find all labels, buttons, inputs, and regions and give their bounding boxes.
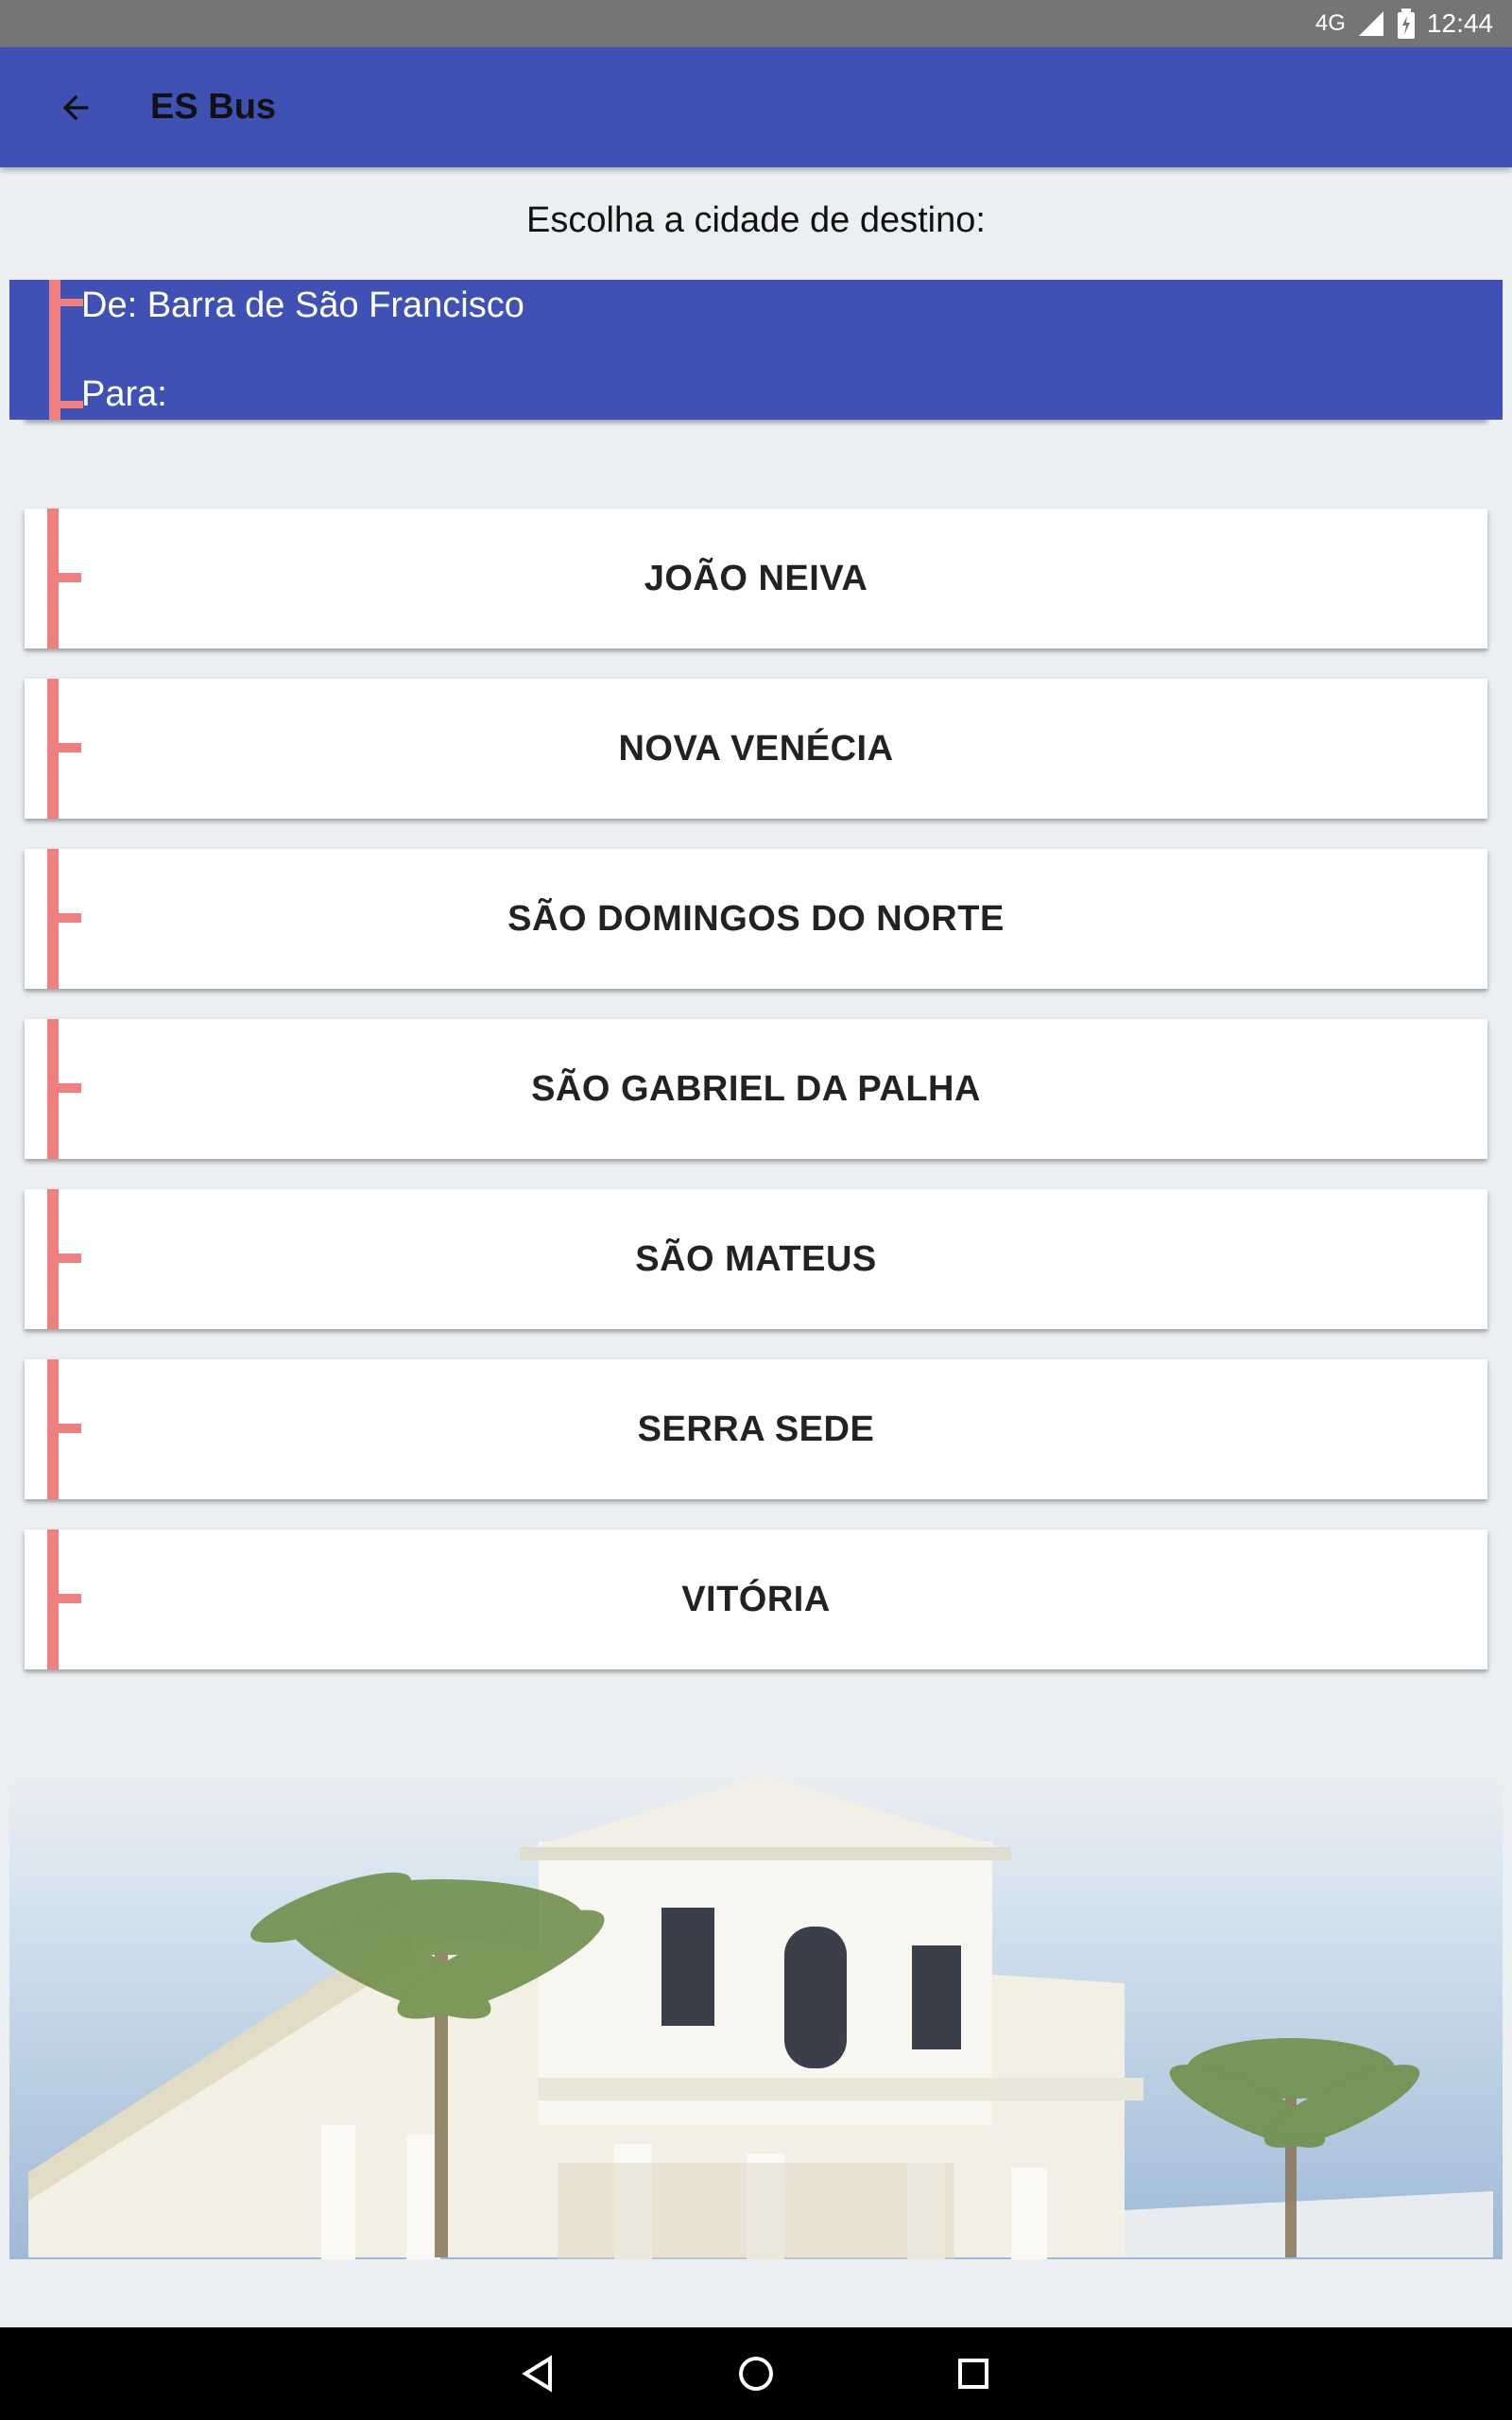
destination-prompt: Escolha a cidade de destino: [526,200,986,240]
signal-icon [1357,9,1385,38]
city-label: SERRA SEDE [637,1409,875,1449]
arrow-back-icon [57,89,94,127]
city-item-serra-sede[interactable] [25,1359,1487,1499]
route-rail [49,280,60,420]
origin-label: De: Barra de São Francisco [81,285,524,325]
app-title: ES Bus [150,87,277,127]
network-type-label: 4G [1314,10,1346,36]
city-label: SÃO GABRIEL DA PALHA [531,1068,981,1109]
clock: 12:44 [1426,9,1493,38]
route-marker [47,1189,59,1329]
nav-home-button[interactable] [723,2341,789,2407]
city-church-photo [9,1766,1503,2259]
square-recents-icon [954,2355,992,2393]
city-item-joao-neiva[interactable] [25,509,1487,648]
system-nav-bar [0,2327,1512,2420]
destination-label: Para: [81,374,167,414]
city-item-sao-mateus[interactable] [25,1189,1487,1329]
route-marker [47,1019,59,1159]
route-summary-banner [9,280,1503,420]
route-marker [47,1359,59,1499]
city-item-sao-domingos-do-norte[interactable] [25,849,1487,989]
city-label: JOÃO NEIVA [644,558,868,598]
route-marker [47,679,59,819]
app-bar [0,47,1512,167]
nav-back-button[interactable] [506,2341,572,2407]
city-label: VITÓRIA [681,1579,831,1619]
route-marker [47,509,59,648]
city-label: NOVA VENÉCIA [618,728,894,769]
triangle-back-icon [520,2355,558,2393]
city-label: SÃO DOMINGOS DO NORTE [507,898,1005,939]
city-item-vitoria[interactable] [25,1530,1487,1669]
status-bar [0,0,1512,47]
battery-icon [1397,9,1416,39]
city-item-nova-venecia[interactable] [25,679,1487,819]
city-item-sao-gabriel-da-palha[interactable] [25,1019,1487,1159]
route-tick-to [60,401,83,408]
nav-recents-button[interactable] [940,2341,1006,2407]
route-marker [47,849,59,989]
circle-home-icon [737,2355,775,2393]
city-label: SÃO MATEUS [635,1238,877,1279]
route-tick-from [60,299,83,306]
route-marker [47,1530,59,1669]
church-illustration [9,1766,1503,2259]
city-list [0,280,1512,1688]
back-button[interactable] [38,70,113,146]
